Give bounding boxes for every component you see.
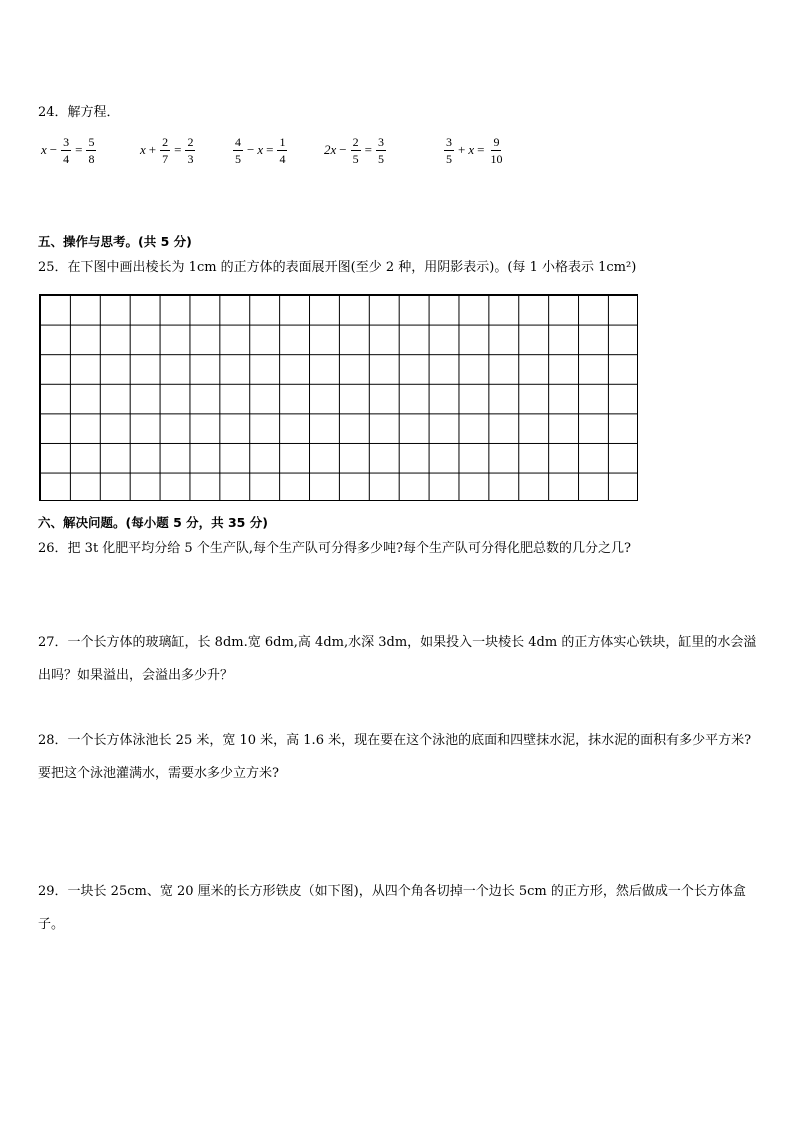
eq2-op: + [148,142,157,157]
q26-text: 26．把 3t 化肥平均分给 5 个生产队,每个生产队可分得多少吨?每个生产队可分得化肥总数的几分之几? [38,541,631,556]
eq5-var: x [468,142,475,157]
eq4-frac2: $\frac{3}{5}$ [377,134,384,166]
eq3-frac2: $\frac{1}{4}$ [279,134,286,166]
eq5-op: + [458,142,466,157]
eq1-frac1: $\frac{3}{4}$ [63,134,70,166]
eq1-equals: = [75,142,83,157]
q24-label: 24．解方程． [38,105,120,120]
eq3-frac0: $\frac{4}{5}$ [235,134,241,166]
equation-5 [442,130,506,170]
eq2-var: x [140,142,146,157]
eq3-op: − [247,142,255,157]
eq4-equals: = [364,142,372,157]
eq5-equals: = [477,142,485,157]
equation-4 [323,130,388,170]
square-grid[interactable] [39,294,638,501]
eq1-frac2: $\frac{5}{8}$ [88,134,95,166]
eq1-op: − [49,142,58,157]
eq5-frac2: $\frac{9}{10}$ [490,134,503,166]
eq4-var: 2x [324,142,337,157]
q25-text: 25．在下图中画出棱长为 1cm 的正方体的表面展开图(至少 2 种，用阴影表示)。(每 1 小格表示 1cm²) [38,260,637,275]
equation-3 [231,130,289,170]
equation-2 [139,130,197,170]
eq5-frac0: $\frac{3}{5}$ [446,134,452,166]
eq4-op: − [339,142,347,157]
eq3-var: x [257,142,264,157]
section5-title: 五、操作与思考。(共 5 分) [38,234,192,249]
eq2-frac1: $\frac{2}{7}$ [162,134,169,166]
q28-text: 28．一个长方体泳池长 25 米，宽 10 米，高 1.6 米，现在要在这个泳池的底面和四壁抹水泥，抹水泥的面积有多少平方米?要把这个泳池灌满水，需要水多少立方米? [38,733,752,781]
section6-title: 六、解决问题。(每小题 5 分，共 35 分) [38,515,268,530]
q27-text: 27．一个长方体的玻璃缸，长 8dm.宽 6dm,高 4dm,水深 3dm，如果投入一块棱长 4dm 的正方体实心铁块，缸里的水会溢出吗？如果溢出，会溢出多少升？ [38,635,757,683]
eq3-equals: = [266,142,274,157]
eq2-equals: = [174,142,182,157]
eq4-frac1: $\frac{2}{5}$ [352,134,359,166]
eq1-var: x [41,142,47,157]
eq2-frac2: $\frac{2}{3}$ [187,134,194,166]
equation-1 [40,130,98,170]
q29-text: 29．一块长 25cm、宽 20 厘米的长方形铁皮（如下图)，从四个角各切掉一个边长 5cm 的正方形，然后做成一个长方体盒子。 [38,884,746,932]
